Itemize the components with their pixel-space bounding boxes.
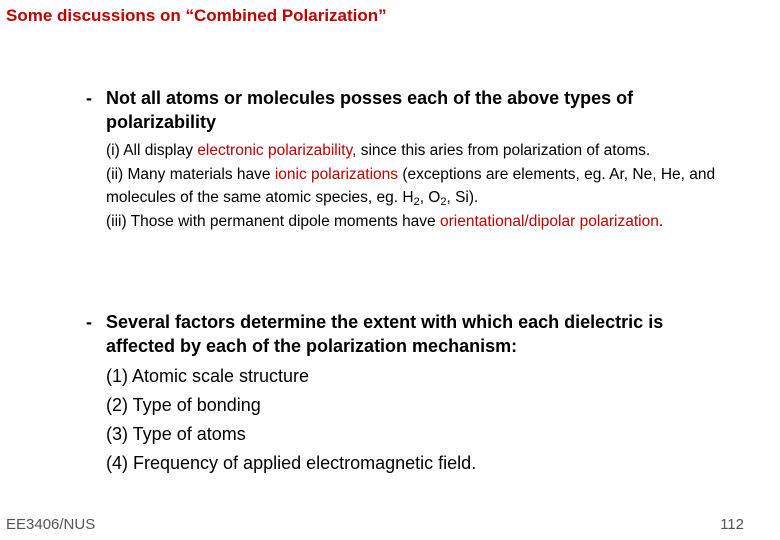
subscript: 2: [440, 196, 447, 208]
factor-item: (1) Atomic scale structure: [106, 366, 310, 386]
footer-course: EE3406/NUS: [6, 516, 96, 533]
factor-item: (2) Type of bonding: [106, 395, 261, 415]
highlight-dipolar: orientational/dipolar polarization: [439, 212, 659, 230]
point-text: (exceptions are elements, eg. Ar, Ne, He, and molecules of the same atomic species, eg. H: [106, 165, 716, 206]
factor-item: (3) Type of atoms: [106, 424, 246, 444]
point-text: , Si).: [446, 189, 479, 206]
point-text: (ii) Many materials have: [106, 165, 275, 183]
polarization-points: [106, 139, 726, 233]
point-ionic: [106, 163, 726, 210]
point-text: (i) All display: [106, 142, 198, 159]
bullet-marker: -: [86, 312, 92, 332]
subscript: 2: [413, 196, 420, 208]
point-text: , since this aries from polarization of atoms.: [352, 142, 651, 159]
factor-item: (4) Frequency of applied electromagnetic field.: [106, 453, 477, 473]
point-dipolar: [106, 210, 726, 234]
factor-list: [106, 362, 476, 478]
bullet-factors: [86, 310, 716, 358]
slide-title: Some discussions on “Combined Polarization”: [6, 6, 387, 25]
point-text: (iii) Those with permanent dipole moments have: [106, 212, 440, 230]
bullet-polarizability: [86, 86, 716, 134]
bullet-text: Not all atoms or molecules posses each of the above types of polarizability: [106, 88, 634, 132]
highlight-electronic: electronic polarizability: [197, 142, 353, 159]
point-electronic: [106, 139, 726, 163]
bullet-text: Several factors determine the extent with which each dielectric is affected by each of the polarization mechanism:: [106, 312, 664, 356]
point-text: , O: [419, 189, 441, 206]
page-number: 112: [720, 516, 744, 533]
bullet-marker: -: [86, 88, 92, 108]
highlight-ionic: ionic polarizations: [274, 165, 399, 183]
point-text: .: [658, 212, 664, 230]
